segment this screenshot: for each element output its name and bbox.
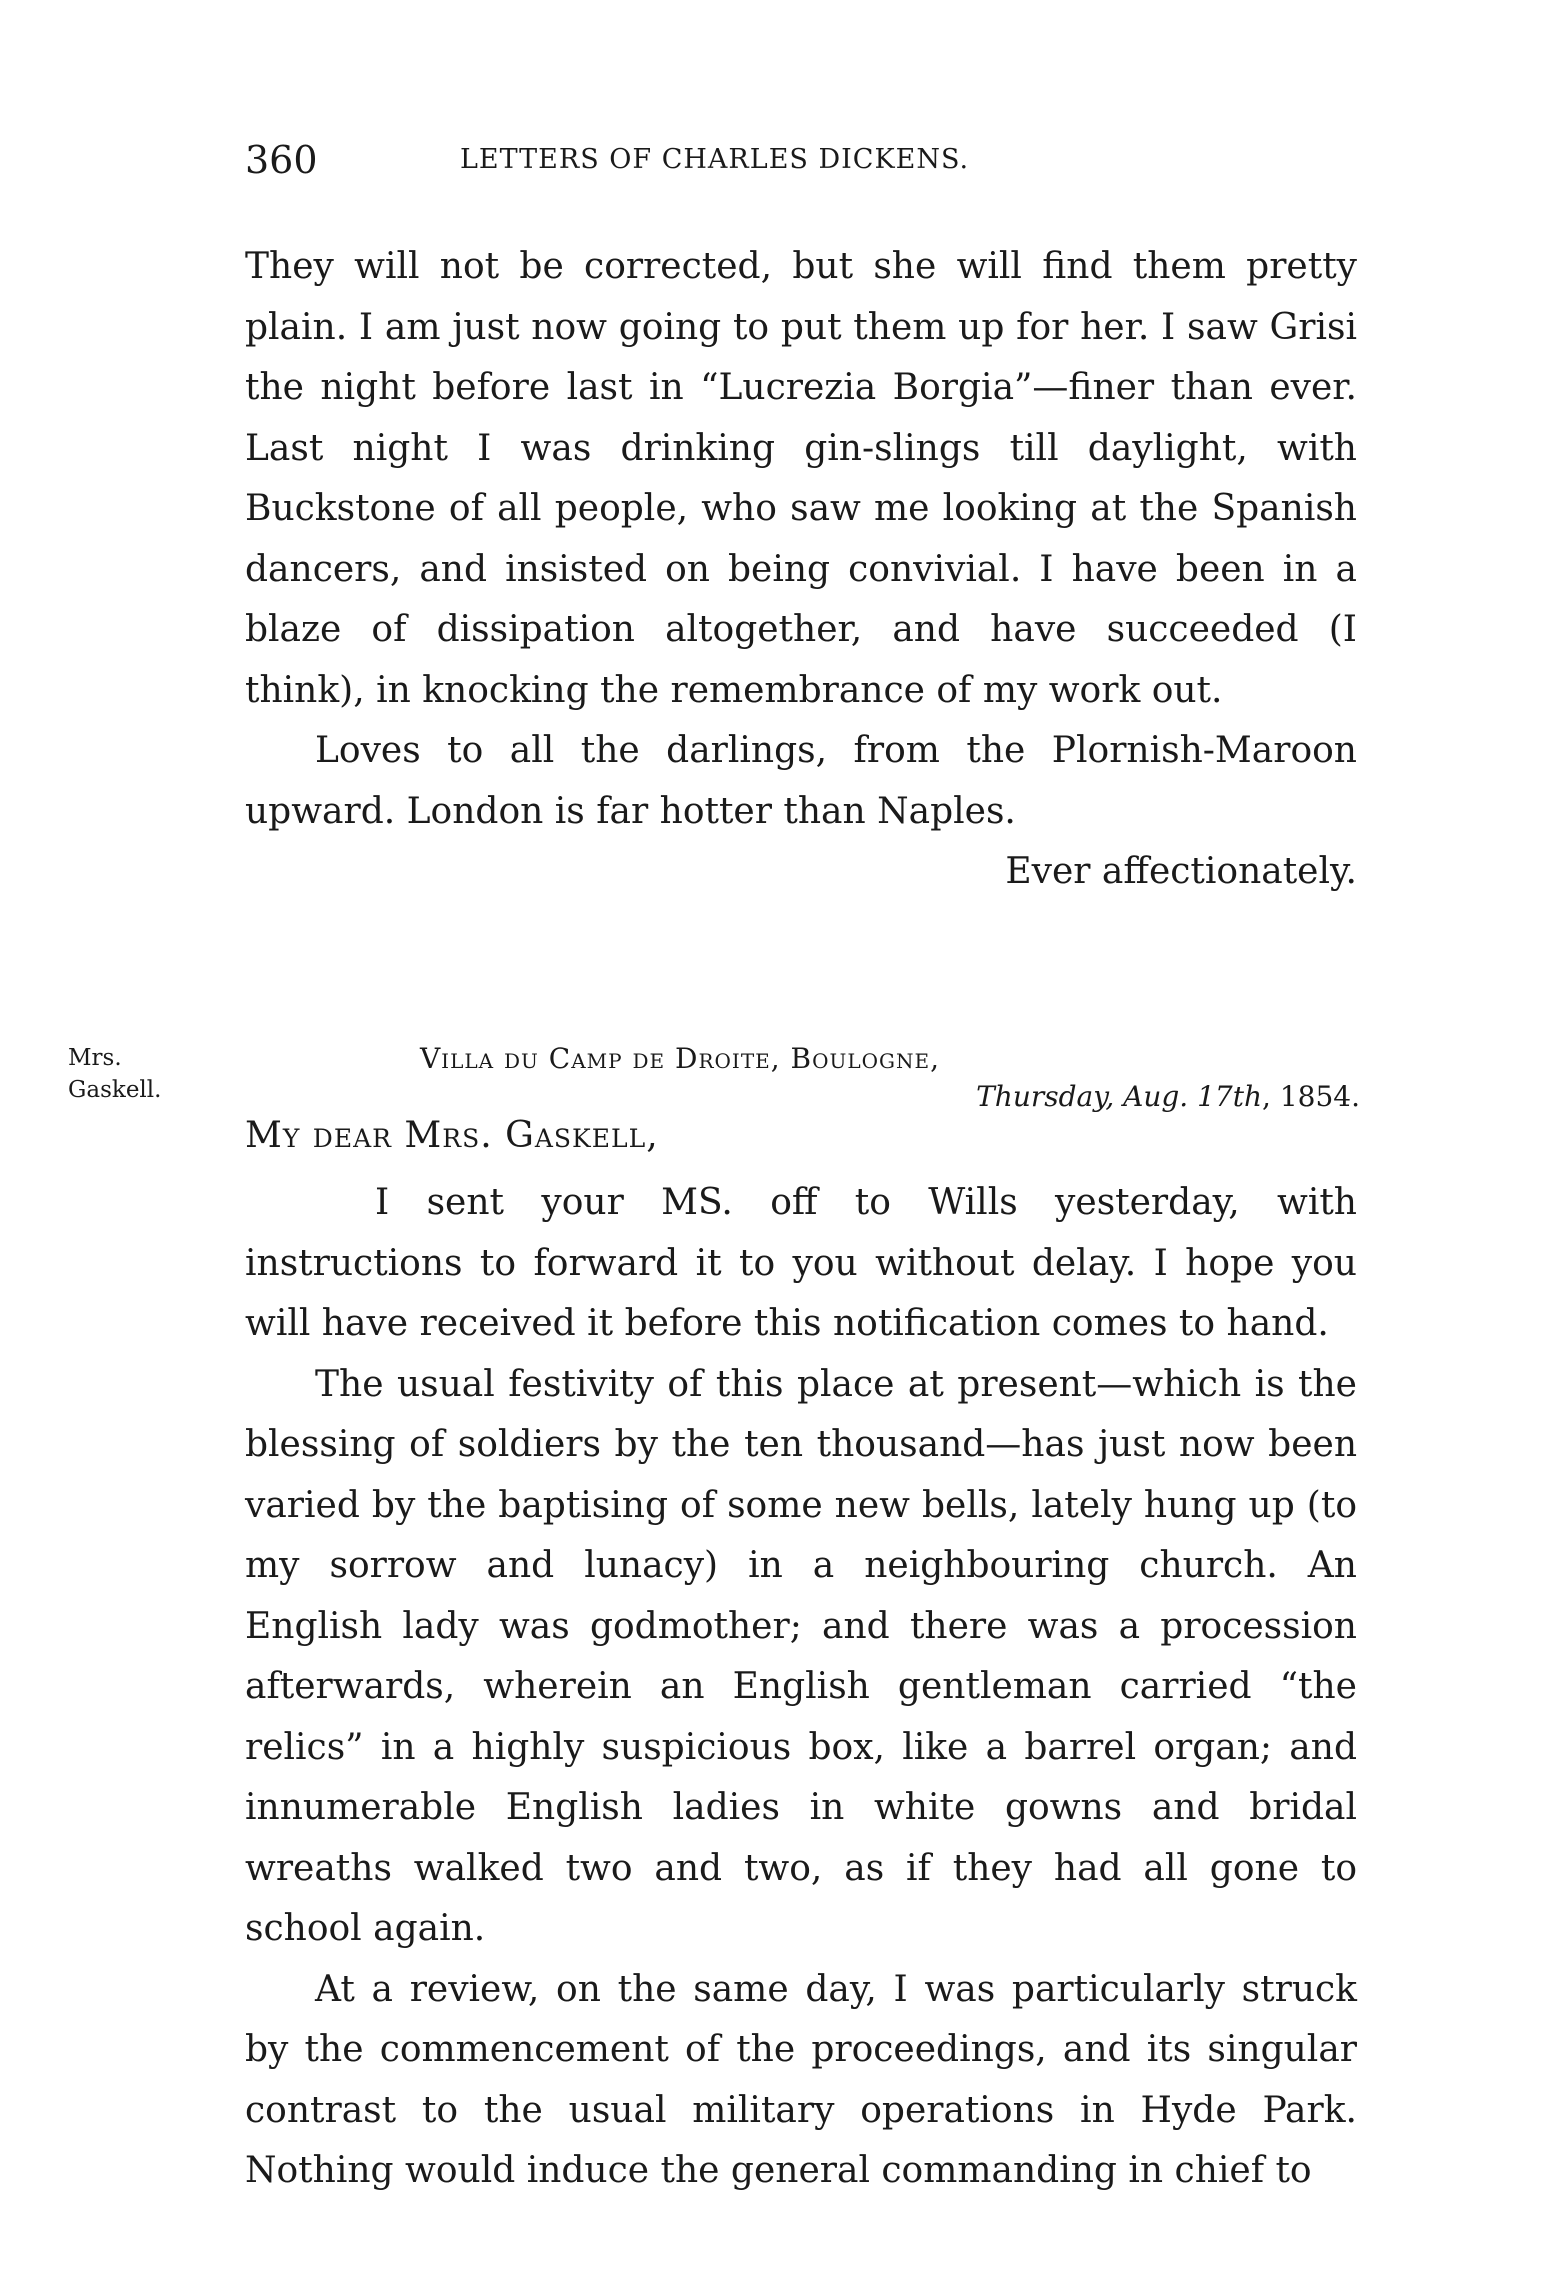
- letter-2-paragraph: At a review, on the same day, I was particularly struck by the commencement of the proceedings, and its singular contrast to the usual military operations in Hyde Park. Nothing would induce the general commanding in chief to: [245, 1968, 1357, 2191]
- letter-2-paragraph: I sent your MS. off to Wills yesterday, with instructions to forward it to you without delay. I hope you will have received it before this notification comes to hand.: [245, 1182, 1357, 1344]
- letter-2-paragraph: The usual festivity of this place at present—which is the blessing of soldiers by the ten thousand—has just now been varied by the baptising of some new bells, lately hung up (to my sorrow and lunacy) in a neighbouring church. An English lady was godmother; and there was a procession afterwards, wherein an English gentleman carried “the relics” in a highly suspicious box, like a barrel organ; and innumerable English ladies in white gowns and bridal wreaths walked two and two, as if they had all gone to school again.: [245, 1363, 1357, 1949]
- dateline-weekday-month: Thursday, Aug.: [976, 1080, 1189, 1113]
- page-header: [245, 130, 1355, 190]
- dateline-day: 17th: [1197, 1080, 1263, 1113]
- letter-2-salutation: My dear Mrs. Gaskell,: [245, 1115, 659, 1156]
- margin-note-line: Mrs.: [68, 1045, 122, 1071]
- dateline-year: , 1854.: [1262, 1080, 1360, 1113]
- letter-1-paragraph: They will not be corrected, but she will find them pretty plain. I am just now going to put them up for her. I saw Grisi the night before last in “Lucrezia Borgia”—finer than ever. Last night I was drinking gin-slings till daylight, with Buckstone of all people, who saw me looking at the Spanish dancers, and insisted on being convivial. I have been in a blaze of dissipation altogether, and have succeeded (I think), in knocking the remembrance of my work out.: [245, 246, 1357, 711]
- margin-note: [68, 1042, 161, 1106]
- letter-2-address: Villa du Camp de Droite, Boulogne,: [419, 1042, 941, 1075]
- letter-2-body: [245, 1173, 1357, 2202]
- letter-1-body: [245, 237, 1357, 903]
- page-number: 360: [245, 138, 318, 182]
- running-head: LETTERS OF CHARLES DICKENS.: [460, 144, 970, 175]
- letter-2-dateline: [500, 1080, 1360, 1113]
- margin-note-line: Gaskell.: [68, 1077, 162, 1103]
- letter-1-closing: Ever affectionately.: [1005, 851, 1357, 892]
- letter-1-paragraph: Loves to all the darlings, from the Plornish-Maroon upward. London is far hotter than Naples.: [245, 730, 1357, 832]
